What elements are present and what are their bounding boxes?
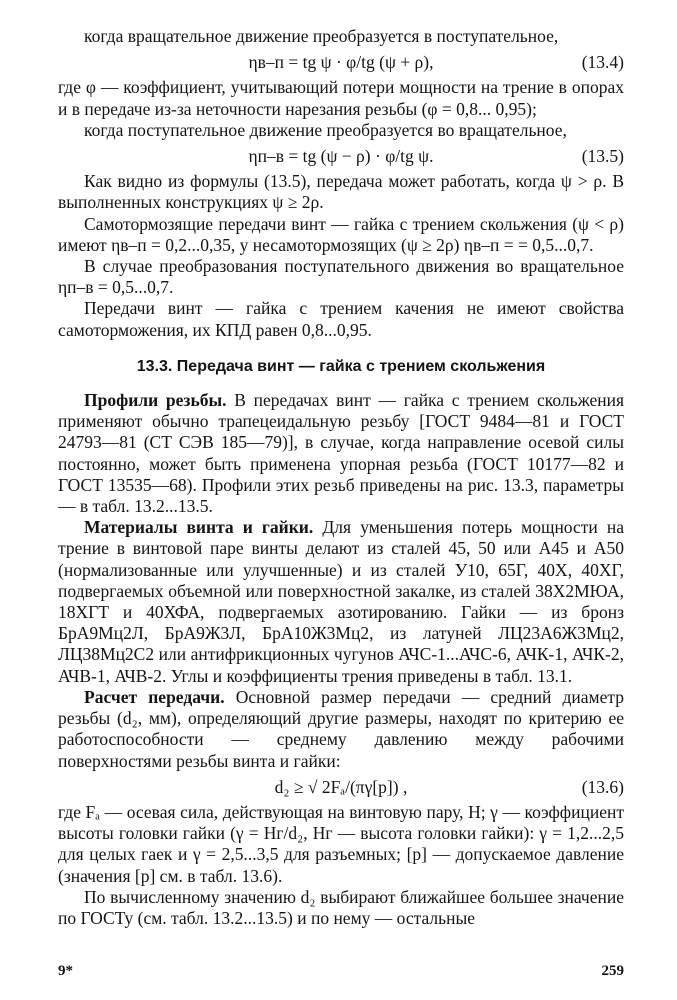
paragraph bbox=[58, 517, 624, 687]
page-footer bbox=[58, 963, 624, 980]
formula-body: ηп–в = tg (ψ − ρ) · φ/tg ψ. bbox=[248, 146, 434, 167]
formula-number: (13.4) bbox=[581, 52, 624, 73]
page-number: 259 bbox=[601, 963, 624, 979]
paragraph-text: Для уменьшения потерь мощности на трение в винтовой паре винты делают из сталей 45, 50 или А45 и А50 (нормализованные или улучшенные) и из сталей У10, 65Г, 40Х, 40ХГ, подвергаемых объемной или поверхностной закалке, из сталей 38Х2МЮА, 18ХГТ и 40ХФА, подвергаемых азотированию. Гайки — из бронз БрА9Мц2Л, БрА9Ж3Л, БрА10Ж3Мц2, из латуней ЛЦ23А6Ж3Мц2, ЛЦ38Мц2С2 или антифрикционных чугунов АЧС-1...АЧС-6, АЧК-1, АЧК-2, АЧВ-1, АЧВ-2. Углы и коэффициенты трения приведены в табл. 13.1. bbox=[58, 517, 625, 686]
formula-13-5 bbox=[58, 146, 624, 167]
paragraph-title: Расчет передачи. bbox=[84, 686, 225, 707]
formula-number: (13.5) bbox=[581, 146, 624, 167]
paragraph: В случае преобразования поступательного движения во вращательное ηп–в = 0,5...0,7. bbox=[58, 256, 624, 298]
signature-mark: 9* bbox=[58, 963, 73, 979]
paragraph: Самотормозящие передачи винт — гайка с трением скольжения (ψ < ρ) имеют ηв–п = 0,2...0,35, у несамотормозящих (ψ ≥ 2ρ) ηв–п = = 0,5...0,7. bbox=[58, 213, 624, 255]
formula-13-6 bbox=[58, 777, 624, 798]
paragraph-title: Материалы винта и гайки. bbox=[84, 517, 314, 538]
paragraph: где φ — коэффициент, учитывающий потери мощности на трение в опорах и в передаче из-за неточности нарезания резьбы (φ = 0,8... 0,95); bbox=[58, 77, 624, 119]
text-column bbox=[58, 26, 624, 929]
paragraph: когда поступательное движение преобразуется во вращательное, bbox=[84, 119, 567, 140]
formula-body: ηв–п = tg ψ · φ/tg (ψ + ρ), bbox=[248, 52, 434, 73]
paragraph-title: Профили резьбы. bbox=[84, 390, 227, 411]
paragraph: Передачи винт — гайка с трением качения не имеют свойства самоторможения, их КПД равен 0,8...0,95. bbox=[58, 298, 624, 340]
paragraph-text: В передачах винт — гайка с трением скольжения применяют обычно трапецеидальную резьбу [ГОСТ 9484—81 и ГОСТ 24793—81 (СТ СЭВ 185—79)], в случае, когда направление осевой силы постоянно, может быть применена упорная резьба (ГОСТ 10177—82 и ГОСТ 13535—68). Профили этих резьб приведены на рис. 13.3, параметры — в табл. 13.2...13.5. bbox=[58, 390, 625, 517]
formula-13-4 bbox=[58, 52, 624, 73]
paragraph: Как видно из формулы (13.5), передача может работать, когда ψ > ρ. В выполненных конструкциях ψ ≥ 2ρ. bbox=[58, 171, 624, 213]
paragraph bbox=[58, 687, 624, 772]
paragraph: где Fₐ — осевая сила, действующая на винтовую пару, Н; γ — коэффициент высоты головки гайки (γ = Hг/d₂, Hг — высота головки гайки): γ = 1,2...2,5 для целых гаек и γ = 2,5...3,5 для разъемных; [p] — допускаемое давление (значения [p] см. в табл. 13.6). bbox=[58, 801, 624, 886]
paragraph: когда вращательное движение преобразуется в поступательное, bbox=[84, 26, 559, 46]
paragraph bbox=[58, 390, 624, 517]
section-heading: 13.3. Передача винт — гайка с трением скольжения bbox=[136, 357, 546, 375]
formula-number: (13.6) bbox=[581, 776, 624, 797]
formula-body: d₂ ≥ √ 2Fₐ/(πγ[p]) , bbox=[274, 776, 408, 797]
paragraph: По вычисленному значению d₂ выбирают ближайшее большее значение по ГОСТу (см. табл. 13.2...13.5) и по нему — остальные bbox=[58, 886, 624, 928]
paragraph-text: Основной размер передачи — средний диаметр резьбы (d₂, мм), определяющий другие размеры, находят по критерию ее работоспособности — среднему давлению между рабочими поверхностями резьбы винта и гайки: bbox=[58, 686, 625, 771]
